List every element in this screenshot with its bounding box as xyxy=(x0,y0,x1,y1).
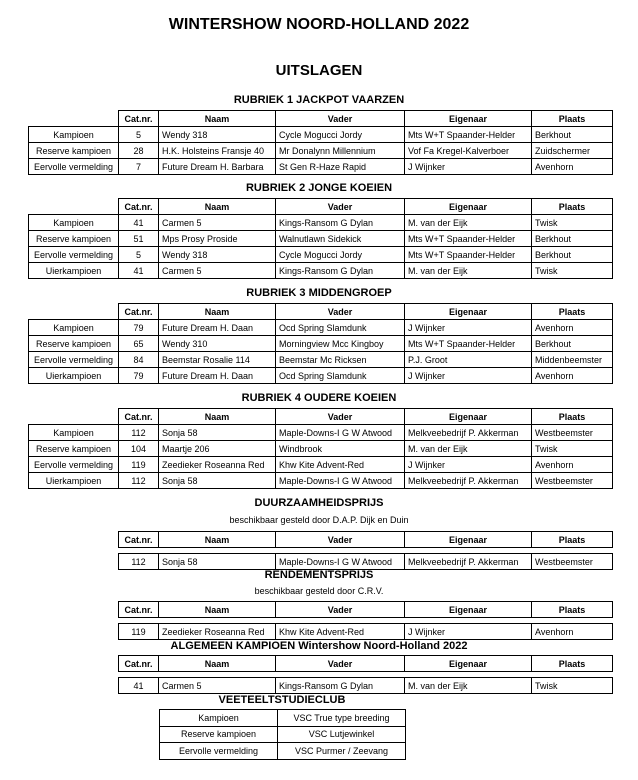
vader: Morningview Mcc Kingboy xyxy=(276,336,405,352)
naam: Zeedieker Roseanna Red xyxy=(159,457,276,473)
col-header: Vader xyxy=(276,532,405,548)
table-header-row xyxy=(119,602,613,618)
table-row xyxy=(29,352,613,368)
table-header-row xyxy=(29,304,613,320)
row-label: Kampioen xyxy=(29,127,119,143)
vader: Cycle Mogucci Jordy xyxy=(276,247,405,263)
rendement-heading: RENDEMENTSPRIJS xyxy=(264,569,374,581)
col-header: Eigenaar xyxy=(405,111,532,127)
col-header: Vader xyxy=(276,602,405,618)
row-label: Kampioen xyxy=(160,710,278,727)
plaats: Zuidschermer xyxy=(532,143,613,159)
table-row xyxy=(29,231,613,247)
col-header: Vader xyxy=(276,111,405,127)
row-label: Uierkampioen xyxy=(29,368,119,384)
cat-nr: 79 xyxy=(119,320,159,336)
table-header-row xyxy=(119,532,613,548)
vader: Kings-Ransom G Dylan xyxy=(276,263,405,279)
table-row xyxy=(29,457,613,473)
vader: St Gen R-Haze Rapid xyxy=(276,159,405,175)
plaats: Avenhorn xyxy=(532,368,613,384)
plaats: Berkhout xyxy=(532,127,613,143)
plaats: Twisk xyxy=(532,263,613,279)
vader: Windbrook xyxy=(276,441,405,457)
club-name: VSC Lutjewinkel xyxy=(278,726,406,743)
eigenaar: J Wijnker xyxy=(405,457,532,473)
table-row xyxy=(29,425,613,441)
eigenaar: Mts W+T Spaander-Helder xyxy=(405,336,532,352)
cat-nr: 119 xyxy=(119,624,159,640)
cat-nr: 112 xyxy=(119,473,159,489)
cat-nr: 28 xyxy=(119,143,159,159)
row-label: Reserve kampioen xyxy=(29,143,119,159)
eigenaar: Mts W+T Spaander-Helder xyxy=(405,247,532,263)
naam: Zeedieker Roseanna Red xyxy=(159,624,276,640)
row-label: Eervolle vermelding xyxy=(29,457,119,473)
row-label: Eervolle vermelding xyxy=(29,159,119,175)
row-label: Reserve kampioen xyxy=(29,336,119,352)
cat-nr: 84 xyxy=(119,352,159,368)
vader: Ocd Spring Slamdunk xyxy=(276,368,405,384)
plaats: Twisk xyxy=(532,441,613,457)
cat-nr: 112 xyxy=(119,554,159,570)
col-header: Naam xyxy=(159,656,276,672)
cat-nr: 112 xyxy=(119,425,159,441)
naam: Carmen 5 xyxy=(159,678,276,694)
cat-nr: 65 xyxy=(119,336,159,352)
row-label: Kampioen xyxy=(29,425,119,441)
veeteelt-heading: VEETEELTSTUDIECLUB xyxy=(218,694,346,706)
col-header: Plaats xyxy=(532,656,613,672)
eigenaar: P.J. Groot xyxy=(405,352,532,368)
table-row xyxy=(29,368,613,384)
table-row xyxy=(29,473,613,489)
table-row xyxy=(160,726,406,743)
vader: Kings-Ransom G Dylan xyxy=(276,678,405,694)
naam: Future Dream H. Barbara xyxy=(159,159,276,175)
row-label: Eervolle vermelding xyxy=(29,352,119,368)
vader: Khw Kite Advent-Red xyxy=(276,624,405,640)
rubriek-2-heading: RUBRIEK 2 JONGE KOEIEN xyxy=(245,182,393,194)
duurzaamheid-table xyxy=(118,531,613,570)
eigenaar: M. van der Eijk xyxy=(405,441,532,457)
col-header: Plaats xyxy=(532,304,613,320)
rendement-table xyxy=(118,601,613,640)
plaats: Westbeemster xyxy=(532,473,613,489)
table-row xyxy=(29,247,613,263)
naam: Carmen 5 xyxy=(159,263,276,279)
naam: Future Dream H. Daan xyxy=(159,320,276,336)
plaats: Westbeemster xyxy=(532,554,613,570)
vader: Walnutlawn Sidekick xyxy=(276,231,405,247)
row-label: Reserve kampioen xyxy=(29,441,119,457)
eigenaar: J Wijnker xyxy=(405,624,532,640)
col-header: Naam xyxy=(159,304,276,320)
table-header-row xyxy=(29,199,613,215)
row-label: Uierkampioen xyxy=(29,263,119,279)
plaats: Avenhorn xyxy=(532,457,613,473)
table-row xyxy=(29,215,613,231)
col-header: Naam xyxy=(159,111,276,127)
veeteelt-table xyxy=(159,709,406,760)
col-header: Eigenaar xyxy=(405,656,532,672)
table-header-row xyxy=(29,409,613,425)
eigenaar: M. van der Eijk xyxy=(405,678,532,694)
naam: Wendy 310 xyxy=(159,336,276,352)
rendement-sponsor: beschikbaar gesteld door C.R.V. xyxy=(254,586,384,596)
plaats: Berkhout xyxy=(532,336,613,352)
col-header: Naam xyxy=(159,409,276,425)
plaats: Middenbeemster xyxy=(532,352,613,368)
plaats: Berkhout xyxy=(532,247,613,263)
page-subtitle: UITSLAGEN xyxy=(275,62,363,79)
naam: Beemstar Rosalie 114 xyxy=(159,352,276,368)
naam: Mps Prosy Proside xyxy=(159,231,276,247)
eigenaar: Mts W+T Spaander-Helder xyxy=(405,231,532,247)
eigenaar: J Wijnker xyxy=(405,320,532,336)
vader: Maple-Downs-I G W Atwood xyxy=(276,473,405,489)
col-header: Cat.nr. xyxy=(119,304,159,320)
table-row xyxy=(29,127,613,143)
plaats: Westbeemster xyxy=(532,425,613,441)
col-header: Eigenaar xyxy=(405,304,532,320)
row-label: Kampioen xyxy=(29,215,119,231)
naam: Future Dream H. Daan xyxy=(159,368,276,384)
cat-nr: 41 xyxy=(119,215,159,231)
cat-nr: 5 xyxy=(119,127,159,143)
row-label: Reserve kampioen xyxy=(29,231,119,247)
table-row xyxy=(29,159,613,175)
plaats: Twisk xyxy=(532,215,613,231)
table-row xyxy=(119,678,613,694)
eigenaar: M. van der Eijk xyxy=(405,215,532,231)
table-row xyxy=(160,710,406,727)
row-label: Uierkampioen xyxy=(29,473,119,489)
eigenaar: Melkveebedrijf P. Akkerman xyxy=(405,554,532,570)
col-header: Eigenaar xyxy=(405,532,532,548)
plaats: Avenhorn xyxy=(532,320,613,336)
col-header: Vader xyxy=(276,304,405,320)
algemeen-heading: ALGEMEEN KAMPIOEN Wintershow Noord-Holland 2022 xyxy=(170,640,468,652)
table-header-row xyxy=(119,656,613,672)
vader: Cycle Mogucci Jordy xyxy=(276,127,405,143)
table-header-row xyxy=(29,111,613,127)
col-header: Plaats xyxy=(532,409,613,425)
eigenaar: Vof Fa Kregel-Kalverboer xyxy=(405,143,532,159)
eigenaar: Melkveebedrijf P. Akkerman xyxy=(405,425,532,441)
table-row xyxy=(119,554,613,570)
page-title: WINTERSHOW NOORD-HOLLAND 2022 xyxy=(168,16,470,33)
eigenaar: Mts W+T Spaander-Helder xyxy=(405,127,532,143)
plaats: Avenhorn xyxy=(532,624,613,640)
col-header: Plaats xyxy=(532,532,613,548)
rubriek-4-table xyxy=(28,408,613,489)
algemeen-table xyxy=(118,655,613,694)
duurzaamheid-sponsor: beschikbaar gesteld door D.A.P. Dijk en Duin xyxy=(229,515,409,525)
col-header: Eigenaar xyxy=(405,409,532,425)
row-label: Kampioen xyxy=(29,320,119,336)
rubriek-4-heading: RUBRIEK 4 OUDERE KOEIEN xyxy=(241,392,397,404)
col-header: Cat.nr. xyxy=(119,602,159,618)
col-header: Cat.nr. xyxy=(119,409,159,425)
col-header: Naam xyxy=(159,602,276,618)
eigenaar: J Wijnker xyxy=(405,159,532,175)
cat-nr: 51 xyxy=(119,231,159,247)
cat-nr: 104 xyxy=(119,441,159,457)
table-row xyxy=(160,743,406,760)
rubriek-1-heading: RUBRIEK 1 JACKPOT VAARZEN xyxy=(233,94,405,106)
col-header: Eigenaar xyxy=(405,602,532,618)
naam: Maartje 206 xyxy=(159,441,276,457)
table-row xyxy=(29,336,613,352)
row-label: Eervolle vermelding xyxy=(160,743,278,760)
cat-nr: 41 xyxy=(119,263,159,279)
vader: Ocd Spring Slamdunk xyxy=(276,320,405,336)
row-label: Eervolle vermelding xyxy=(29,247,119,263)
col-header: Cat.nr. xyxy=(119,199,159,215)
cat-nr: 5 xyxy=(119,247,159,263)
naam: Sonja 58 xyxy=(159,554,276,570)
eigenaar: M. van der Eijk xyxy=(405,263,532,279)
vader: Mr Donalynn Millennium xyxy=(276,143,405,159)
club-name: VSC True type breeding xyxy=(278,710,406,727)
cat-nr: 79 xyxy=(119,368,159,384)
col-header: Cat.nr. xyxy=(119,532,159,548)
col-header: Naam xyxy=(159,199,276,215)
table-row xyxy=(119,624,613,640)
rubriek-3-heading: RUBRIEK 3 MIDDENGROEP xyxy=(246,287,392,299)
vader: Maple-Downs-I G W Atwood xyxy=(276,425,405,441)
vader: Khw Kite Advent-Red xyxy=(276,457,405,473)
eigenaar: Melkveebedrijf P. Akkerman xyxy=(405,473,532,489)
rubriek-1-table xyxy=(28,110,613,175)
naam: Carmen 5 xyxy=(159,215,276,231)
col-header: Plaats xyxy=(532,602,613,618)
naam: Wendy 318 xyxy=(159,127,276,143)
duurzaamheid-heading: DUURZAAMHEIDSPRIJS xyxy=(254,497,384,509)
rubriek-2-table xyxy=(28,198,613,279)
naam: Sonja 58 xyxy=(159,425,276,441)
naam: Sonja 58 xyxy=(159,473,276,489)
row-label: Reserve kampioen xyxy=(160,726,278,743)
table-row xyxy=(29,143,613,159)
col-header: Cat.nr. xyxy=(119,111,159,127)
plaats: Avenhorn xyxy=(532,159,613,175)
table-row xyxy=(29,320,613,336)
col-header: Plaats xyxy=(532,111,613,127)
col-header: Vader xyxy=(276,199,405,215)
eigenaar: J Wijnker xyxy=(405,368,532,384)
vader: Kings-Ransom G Dylan xyxy=(276,215,405,231)
cat-nr: 119 xyxy=(119,457,159,473)
vader: Maple-Downs-I G W Atwood xyxy=(276,554,405,570)
col-header: Vader xyxy=(276,409,405,425)
col-header: Eigenaar xyxy=(405,199,532,215)
plaats: Twisk xyxy=(532,678,613,694)
plaats: Berkhout xyxy=(532,231,613,247)
club-name: VSC Purmer / Zeevang xyxy=(278,743,406,760)
col-header: Cat.nr. xyxy=(119,656,159,672)
table-row xyxy=(29,441,613,457)
cat-nr: 7 xyxy=(119,159,159,175)
rubriek-3-table xyxy=(28,303,613,384)
col-header: Vader xyxy=(276,656,405,672)
cat-nr: 41 xyxy=(119,678,159,694)
col-header: Plaats xyxy=(532,199,613,215)
table-row xyxy=(29,263,613,279)
vader: Beemstar Mc Ricksen xyxy=(276,352,405,368)
col-header: Naam xyxy=(159,532,276,548)
naam: Wendy 318 xyxy=(159,247,276,263)
naam: H.K. Holsteins Fransje 40 xyxy=(159,143,276,159)
